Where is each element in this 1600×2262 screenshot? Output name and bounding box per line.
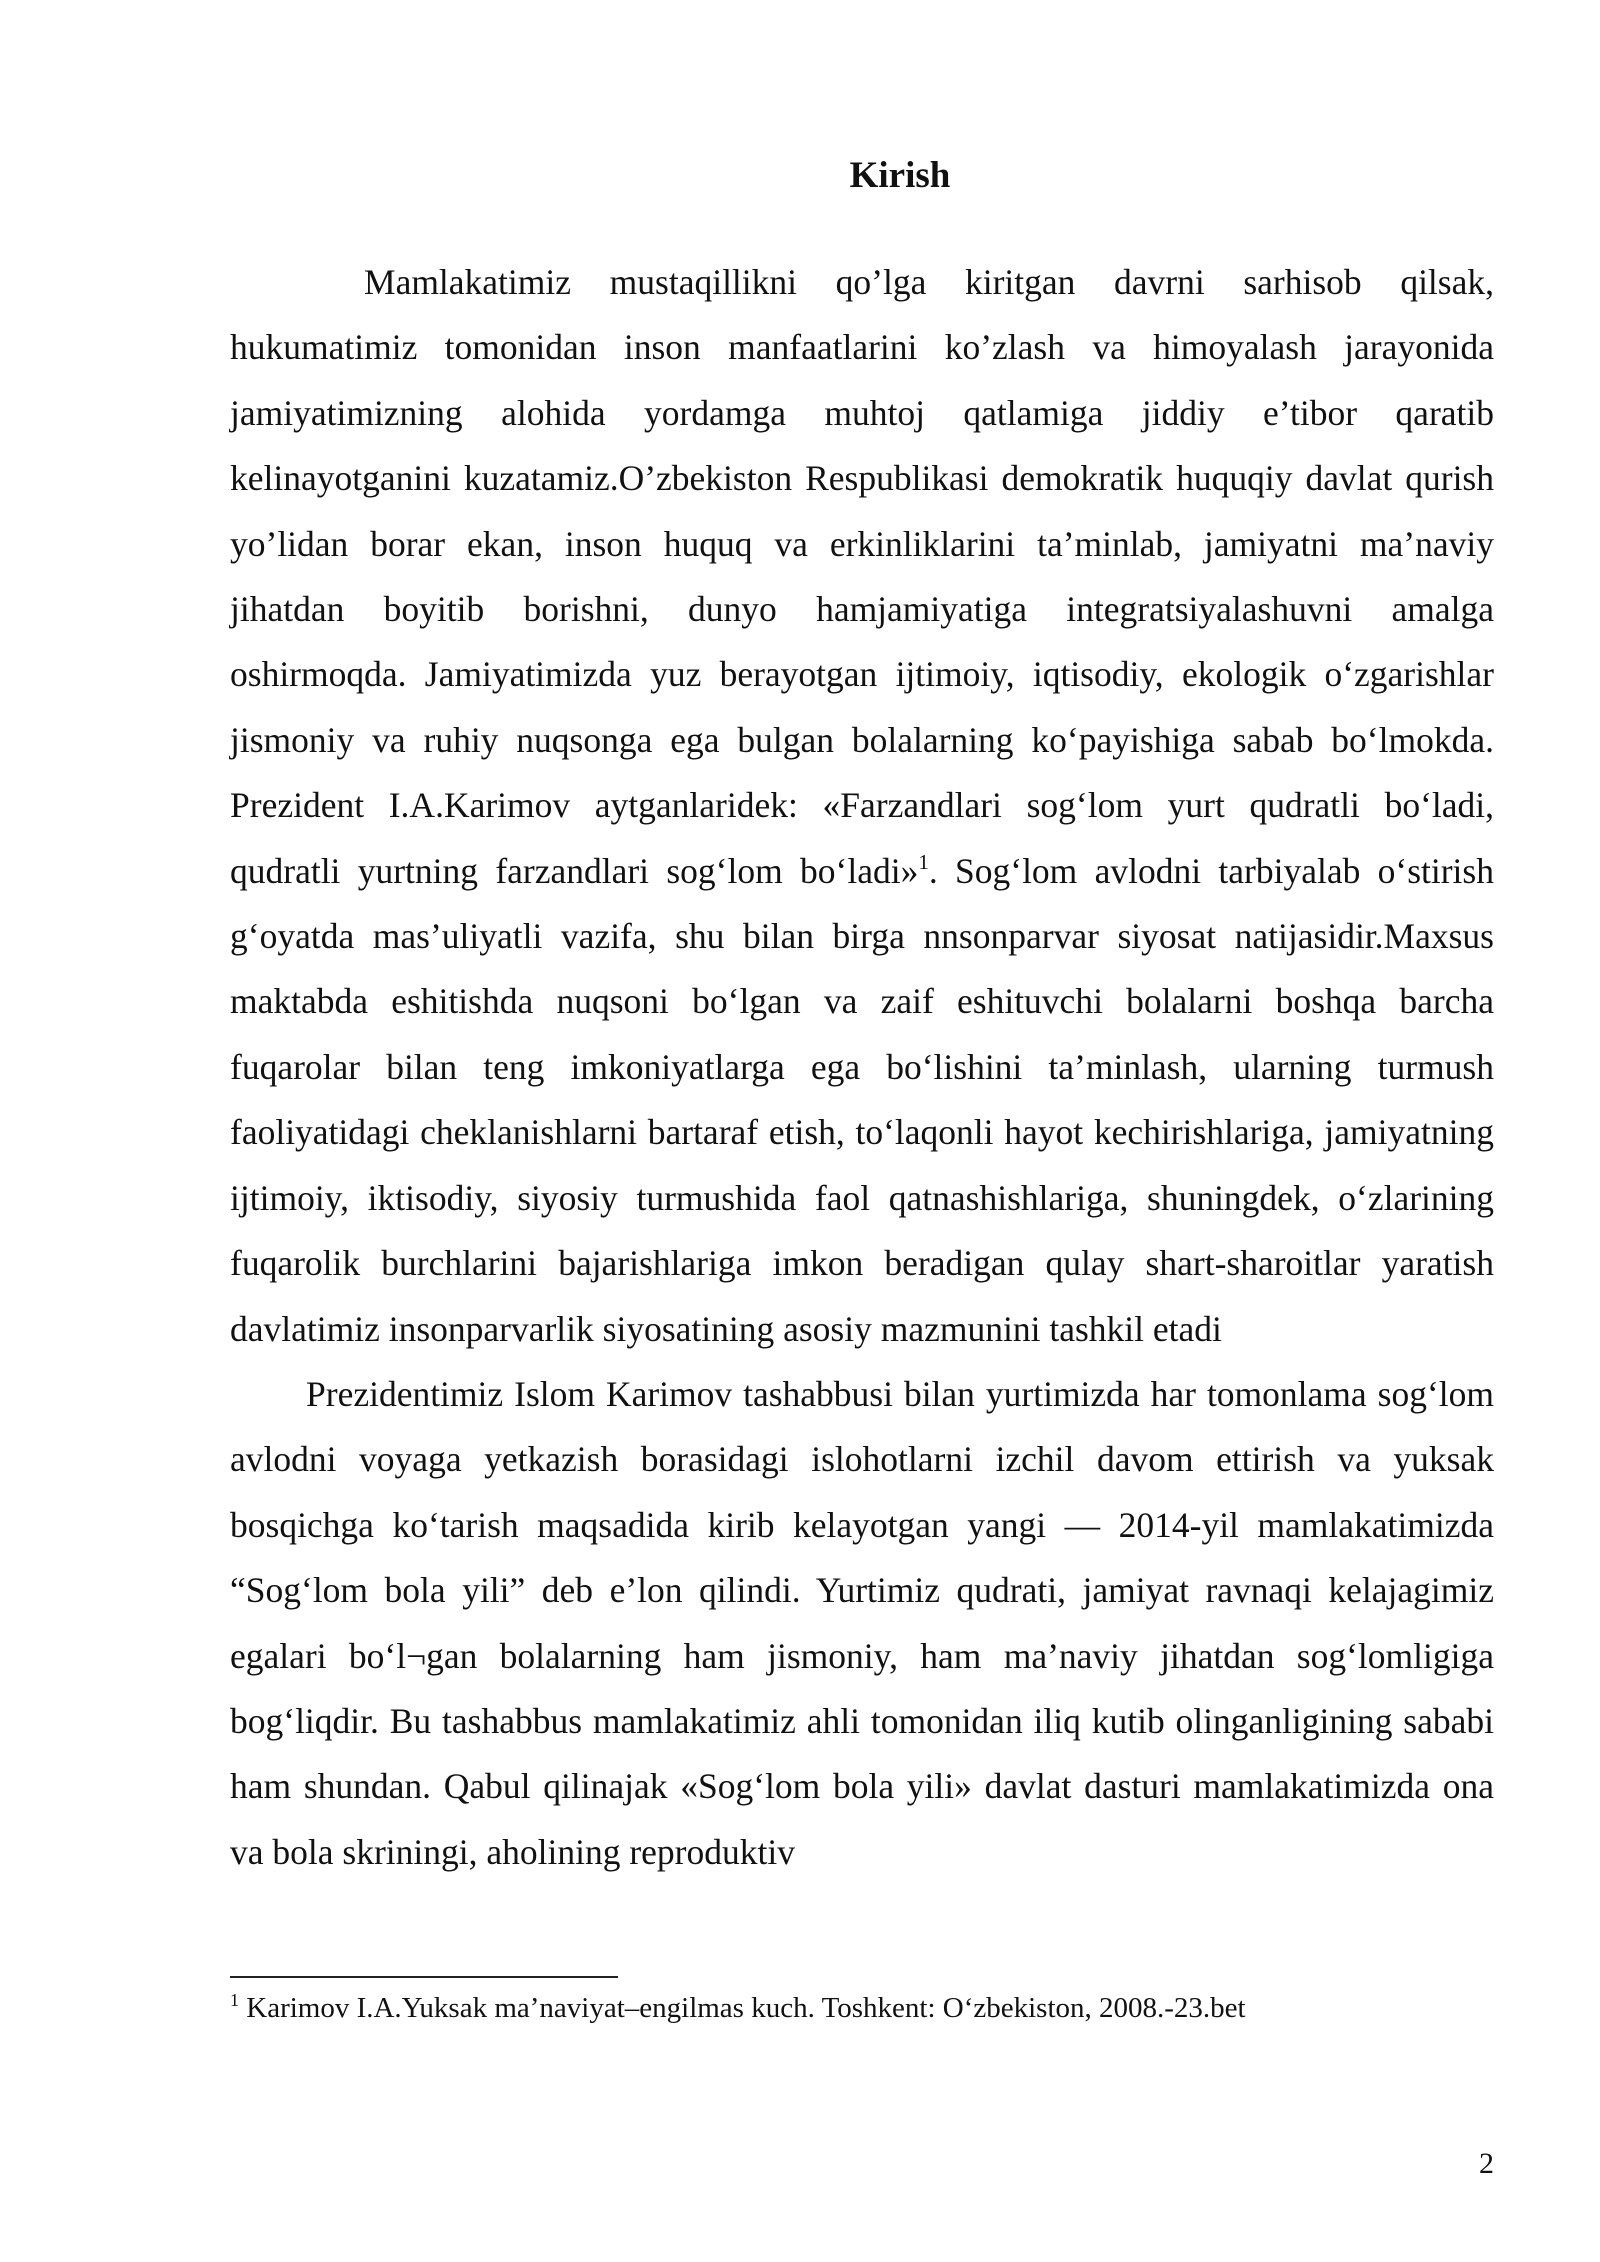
- footnote: [230, 1988, 1494, 2028]
- body-text: [230, 250, 1494, 1885]
- section-heading: Kirish: [849, 155, 951, 196]
- paragraph: Prezidentimiz Islom Karimov tashabbusi bilan yurtimizda har tomonlama sog‘lom avlodni voyaga yetkazish borasidagi islohotlarni izchil davom ettirish va yuksak bosqichga ko‘tarish maqsadida kirib kelayotgan yangi — 2014-yil mamlakatimizda “Sog‘lom bola yili” deb e’lon qilindi. Yurtimiz qudrati, jamiyat ravnaqi kelajagimiz egalari bo‘l¬gan bolalarning ham jismoniy, ham ma’naviy jihatdan sog‘lomligiga bog‘liqdir. Bu tashabbus mamlakatimiz ahli tomonidan iliq kutib olinganligining sababi ham shundan. Qabul qilinajak «Sog‘lom bola yili» davlat dasturi mamlakatimizda ona va bola skriningi, aholining reproduktiv: [230, 1373, 1494, 1872]
- footnote-reference-marker: 1: [918, 849, 929, 874]
- paragraph: [230, 250, 1494, 1362]
- paragraph-text: . Sog‘lom avlodni tarbiyalab o‘stirish g‘oyatda mas’uliyatli vazifa, shu bilan birga nnsonparvar siyosat natijasidir.Maxsus maktabda eshitishda nuqsoni bo‘lgan va zaif eshituvchi bolalarni boshqa barcha fuqarolar bilan teng imkoniyatlarga ega bo‘lishini ta’minlash, ularning turmush faoliyatidagi cheklanishlarni bartaraf etish, to‘laqonli hayot kechirishlariga, jamiyatning ijtimoiy, iktisodiy, siyosiy turmushida faol qatnashishlariga, shuningdek, o‘zlarining fuqarolik burchlarini bajarishlariga imkon beradigan qulay shart-sharoitlar yaratish davlatimiz insonparvarlik siyosatining asosiy mazmunini tashkil etadi: [230, 850, 1494, 1349]
- footnote-marker: 1: [230, 1990, 239, 2010]
- footnote-separator: [230, 1976, 618, 1978]
- paragraph-text: Mamlakatimiz mustaqillikni qo’lga kiritgan davrni sarhisob qilsak, hukumatimiz tomonidan inson manfaatlarini ko’zlash va himoyalash jarayonida jamiyatimizning alohida yordamga muhtoj qatlamiga jiddiy e’tibor qaratib kelinayotganini kuzatamiz.O’zbekiston Respublikasi demokratik huquqiy davlat qurish yo’lidan borar ekan, inson huquq va erkinliklarini ta’minlab, jamiyatni ma’naviy jihatdan boyitib borishni, dunyo hamjamiyatiga integratsiyalashuvni amalga oshirmoqda. Jamiyatimizda yuz berayotgan ijtimoiy, iqtisodiy, ekologik o‘zgarishlar jismoniy va ruhiy nuqsonga ega bulgan bolalarning ko‘payishiga sabab bo‘lmokda. Prezident I.A.Karimov aytganlaridek: «Farzandlari sog‘lom yurt qudratli bo‘ladi, qudratli yurtning farzandlari sog‘lom bo‘ladi»: [230, 262, 1494, 891]
- page-number: 2: [1479, 2147, 1494, 2180]
- footnote-text: Karimov I.A.Yuksak ma’naviyat–engilmas kuch. Toshkent: O‘zbekiston, 2008.-23.bet: [239, 1992, 1246, 2024]
